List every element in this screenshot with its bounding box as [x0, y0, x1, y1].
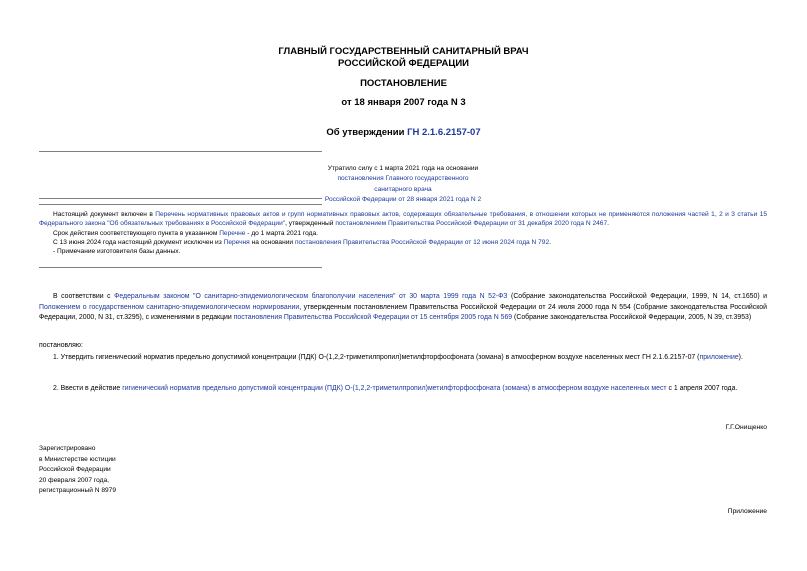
appendix-link[interactable]: приложение	[699, 354, 739, 361]
registration-line-4: 20 февраля 2007 года,	[39, 476, 109, 484]
editorial-paragraph-3	[39, 238, 767, 247]
subject-prefix: Об утверждении	[326, 127, 408, 138]
regulation-link[interactable]: Положением о государственном санитарно-эпидемиологическом нормировании	[39, 303, 300, 311]
decree-item-2	[39, 384, 767, 395]
government-decree-2467-link[interactable]: постановлением Правительства Российской Федерации от 31 декабря 2020 года N 2467	[335, 220, 608, 228]
registration-line-5: регистрационный N 8979	[39, 487, 117, 495]
text: Настоящий документ включен в	[53, 211, 156, 218]
editorial-paragraph-2	[39, 229, 767, 238]
decree-item-1	[39, 353, 767, 364]
document-type: ПОСТАНОВЛЕНИЕ	[360, 78, 447, 89]
editorial-note-block	[39, 210, 767, 256]
document-date-number: от 18 января 2007 года N 3	[341, 97, 466, 108]
text: В соответствии с	[53, 293, 115, 300]
divider	[39, 267, 322, 268]
preamble-paragraph	[39, 292, 767, 324]
signature: Г.Г.Онищенко	[725, 424, 767, 431]
text: .	[607, 220, 609, 228]
subject-link[interactable]: ГН 2.1.6.2157-07	[407, 127, 481, 138]
editorial-paragraph-4: - Примечание изготовителя базы данных.	[53, 248, 181, 256]
appendix-label: Приложение	[727, 508, 767, 515]
text: , утвержденным постановлением Правительства Российской Федерации от 24 июля 2000 года N 554 (Собрание законодательства Российской Федерации, 2000, N 31, ст.3295), с изменениями в редакции	[39, 303, 767, 322]
divider	[39, 198, 322, 199]
text: с 1 апреля 2007 года.	[666, 385, 738, 392]
text: 1. Утвердить гигиенический норматив предельно допустимой концентрации (ПДК) О-(1,2,2-триметилпропил)метилфторфосфоната (зомана) в атмосферном воздухе населенных мест ГН 2.1.6.2157-07 (	[53, 354, 700, 361]
text: .	[549, 238, 551, 246]
registration-line-3: Российской Федерации	[39, 466, 111, 474]
registration-line-2: в Министерстве юстиции	[39, 455, 116, 463]
government-decree-569-link[interactable]: постановления Правительства Российской Федерации от 15 сентября 2005 года N 569	[233, 314, 513, 322]
editorial-paragraph-1	[39, 210, 767, 229]
authority-line-2: РОССИЙСКОЙ ФЕДЕРАЦИИ	[337, 58, 469, 69]
text: (Собрание законодательства Российской Федерации, 2005, N 39, ст.3953)	[512, 314, 752, 322]
hygienic-standard-link[interactable]: гигиенический норматив предельно допустимой концентрации (ПДК) О-(1,2,2-триметилпропил)метилфторфосфоната (зомана) в атмосферном воздухе населенных мест	[122, 385, 667, 392]
text: - до 1 марта 2021 года.	[245, 229, 318, 237]
expiry-note-line-1: Утратило силу с 1 марта 2021 года на основании	[327, 165, 479, 172]
expiry-note-link-line-2[interactable]: постановления Главного государственного санитарного врача	[337, 175, 469, 193]
text: 2. Ввести в действие	[53, 385, 123, 392]
divider	[39, 204, 322, 205]
decree-keyword: постановляю:	[39, 342, 83, 349]
authority-line-1: ГЛАВНЫЙ ГОСУДАРСТВЕННЫЙ САНИТАРНЫЙ ВРАЧ	[278, 46, 529, 57]
government-decree-792-link[interactable]: постановления Правительства Российской Федерации от 12 июня 2024 года N 792	[294, 238, 550, 246]
text: (Собрание законодательства Российской Федерации, 1999, N 14, ст.1650) и	[507, 293, 768, 300]
text: ).	[738, 354, 743, 361]
expiry-note	[323, 164, 483, 205]
document-subject	[0, 127, 807, 138]
divider	[39, 151, 322, 152]
federal-law-52-link[interactable]: Федеральным законом "О санитарно-эпидемиологическом благополучии населения" от 30 марта 1999 года N 52-ФЗ	[114, 293, 508, 300]
text: на основании	[249, 238, 295, 246]
list-link-exclusion[interactable]: Перечня	[223, 238, 250, 246]
registration-block	[39, 444, 116, 497]
text: С 13 июня 2024 года настоящий документ исключен из	[53, 238, 224, 246]
text: Срок действия соответствующего пункта в указанном	[53, 229, 220, 237]
list-link[interactable]: Перечень нормативных правовых актов и групп нормативных правовых актов, содержащих обязательные требования, в отношении которых не применяются положения частей 1, 2 и 3 статьи 15 Федерального закона "Об обязательных требованиях в Российской Федерации"	[39, 211, 768, 228]
list-link-short[interactable]: Перечне	[219, 229, 246, 237]
text: , утвержденный	[285, 220, 336, 228]
expiry-note-link-line-3[interactable]: Российской Федерации от 28 января 2021 года N 2	[324, 195, 482, 203]
registration-line-1: Зарегистрировано	[39, 445, 96, 452]
